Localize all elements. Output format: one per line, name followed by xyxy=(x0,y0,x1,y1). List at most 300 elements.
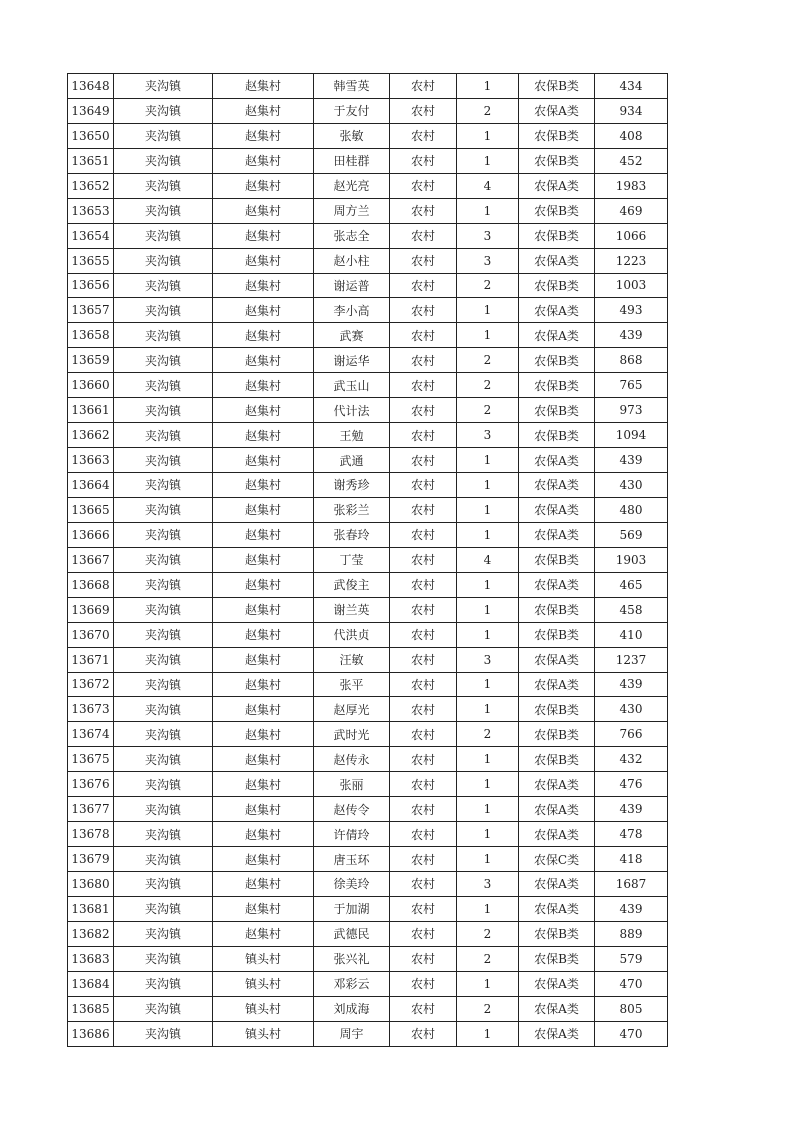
insurance-category-cell: 农保B类 xyxy=(519,273,595,298)
town-cell: 夹沟镇 xyxy=(114,398,213,423)
amount-cell: 973 xyxy=(595,398,668,423)
town-cell: 夹沟镇 xyxy=(114,298,213,323)
insurance-category-cell: 农保A类 xyxy=(519,473,595,498)
insurance-category-cell: 农保A类 xyxy=(519,173,595,198)
serial-number-cell: 13675 xyxy=(68,747,114,772)
serial-number-cell: 13669 xyxy=(68,597,114,622)
family-size-cell: 2 xyxy=(457,398,519,423)
family-size-cell: 1 xyxy=(457,622,519,647)
family-size-cell: 3 xyxy=(457,423,519,448)
household-type-cell: 农村 xyxy=(390,847,457,872)
insurance-category-cell: 农保A类 xyxy=(519,298,595,323)
serial-number-cell: 13664 xyxy=(68,473,114,498)
insurance-category-cell: 农保B类 xyxy=(519,622,595,647)
household-type-cell: 农村 xyxy=(390,223,457,248)
name-cell: 张彩兰 xyxy=(314,497,390,522)
family-size-cell: 1 xyxy=(457,497,519,522)
table-row xyxy=(68,597,668,622)
insurance-category-cell: 农保A类 xyxy=(519,248,595,273)
name-cell: 武通 xyxy=(314,448,390,473)
amount-cell: 934 xyxy=(595,98,668,123)
name-cell: 赵小柱 xyxy=(314,248,390,273)
insurance-category-cell: 农保A类 xyxy=(519,971,595,996)
village-cell: 赵集村 xyxy=(213,797,314,822)
town-cell: 夹沟镇 xyxy=(114,1021,213,1046)
insurance-category-cell: 农保B类 xyxy=(519,921,595,946)
insurance-category-cell: 农保B类 xyxy=(519,123,595,148)
table-row xyxy=(68,348,668,373)
table-row xyxy=(68,697,668,722)
table-row xyxy=(68,747,668,772)
insurance-category-cell: 农保B类 xyxy=(519,747,595,772)
name-cell: 韩雪英 xyxy=(314,74,390,99)
serial-number-cell: 13657 xyxy=(68,298,114,323)
insurance-category-cell: 农保A类 xyxy=(519,822,595,847)
name-cell: 田桂群 xyxy=(314,148,390,173)
household-type-cell: 农村 xyxy=(390,622,457,647)
family-size-cell: 1 xyxy=(457,74,519,99)
village-cell: 赵集村 xyxy=(213,448,314,473)
serial-number-cell: 13649 xyxy=(68,98,114,123)
table-row xyxy=(68,148,668,173)
village-cell: 赵集村 xyxy=(213,223,314,248)
family-size-cell: 1 xyxy=(457,198,519,223)
family-size-cell: 1 xyxy=(457,448,519,473)
amount-cell: 432 xyxy=(595,747,668,772)
household-type-cell: 农村 xyxy=(390,971,457,996)
serial-number-cell: 13679 xyxy=(68,847,114,872)
family-size-cell: 2 xyxy=(457,722,519,747)
serial-number-cell: 13680 xyxy=(68,872,114,897)
table-row xyxy=(68,423,668,448)
family-size-cell: 3 xyxy=(457,872,519,897)
family-size-cell: 1 xyxy=(457,971,519,996)
serial-number-cell: 13677 xyxy=(68,797,114,822)
village-cell: 镇头村 xyxy=(213,996,314,1021)
town-cell: 夹沟镇 xyxy=(114,423,213,448)
village-cell: 赵集村 xyxy=(213,647,314,672)
table-row xyxy=(68,722,668,747)
table-row xyxy=(68,971,668,996)
serial-number-cell: 13667 xyxy=(68,547,114,572)
village-cell: 赵集村 xyxy=(213,772,314,797)
household-type-cell: 农村 xyxy=(390,173,457,198)
table-row xyxy=(68,273,668,298)
insurance-category-cell: 农保A类 xyxy=(519,797,595,822)
amount-cell: 418 xyxy=(595,847,668,872)
household-type-cell: 农村 xyxy=(390,896,457,921)
village-cell: 赵集村 xyxy=(213,547,314,572)
family-size-cell: 4 xyxy=(457,173,519,198)
table-row xyxy=(68,98,668,123)
household-type-cell: 农村 xyxy=(390,423,457,448)
table-row xyxy=(68,872,668,897)
amount-cell: 889 xyxy=(595,921,668,946)
family-size-cell: 1 xyxy=(457,822,519,847)
household-type-cell: 农村 xyxy=(390,148,457,173)
name-cell: 谢秀珍 xyxy=(314,473,390,498)
town-cell: 夹沟镇 xyxy=(114,896,213,921)
household-type-cell: 农村 xyxy=(390,198,457,223)
insurance-category-cell: 农保A类 xyxy=(519,522,595,547)
town-cell: 夹沟镇 xyxy=(114,173,213,198)
household-type-cell: 农村 xyxy=(390,398,457,423)
family-size-cell: 1 xyxy=(457,847,519,872)
household-type-cell: 农村 xyxy=(390,996,457,1021)
household-type-cell: 农村 xyxy=(390,123,457,148)
household-type-cell: 农村 xyxy=(390,672,457,697)
town-cell: 夹沟镇 xyxy=(114,522,213,547)
name-cell: 谢运华 xyxy=(314,348,390,373)
village-cell: 赵集村 xyxy=(213,98,314,123)
town-cell: 夹沟镇 xyxy=(114,921,213,946)
town-cell: 夹沟镇 xyxy=(114,747,213,772)
amount-cell: 1687 xyxy=(595,872,668,897)
insurance-category-cell: 农保B类 xyxy=(519,547,595,572)
records-table xyxy=(67,73,668,1047)
insurance-category-cell: 农保A类 xyxy=(519,672,595,697)
amount-cell: 868 xyxy=(595,348,668,373)
name-cell: 武俊主 xyxy=(314,572,390,597)
household-type-cell: 农村 xyxy=(390,348,457,373)
name-cell: 代计法 xyxy=(314,398,390,423)
serial-number-cell: 13651 xyxy=(68,148,114,173)
table-row xyxy=(68,398,668,423)
amount-cell: 1903 xyxy=(595,547,668,572)
amount-cell: 765 xyxy=(595,373,668,398)
household-type-cell: 农村 xyxy=(390,772,457,797)
serial-number-cell: 13652 xyxy=(68,173,114,198)
household-type-cell: 农村 xyxy=(390,747,457,772)
town-cell: 夹沟镇 xyxy=(114,847,213,872)
insurance-category-cell: 农保B类 xyxy=(519,373,595,398)
amount-cell: 439 xyxy=(595,448,668,473)
name-cell: 汪敏 xyxy=(314,647,390,672)
town-cell: 夹沟镇 xyxy=(114,996,213,1021)
name-cell: 赵厚光 xyxy=(314,697,390,722)
village-cell: 赵集村 xyxy=(213,672,314,697)
family-size-cell: 1 xyxy=(457,473,519,498)
village-cell: 赵集村 xyxy=(213,74,314,99)
insurance-category-cell: 农保A类 xyxy=(519,572,595,597)
amount-cell: 439 xyxy=(595,323,668,348)
serial-number-cell: 13662 xyxy=(68,423,114,448)
family-size-cell: 1 xyxy=(457,323,519,348)
serial-number-cell: 13654 xyxy=(68,223,114,248)
name-cell: 赵传永 xyxy=(314,747,390,772)
insurance-category-cell: 农保B类 xyxy=(519,697,595,722)
serial-number-cell: 13665 xyxy=(68,497,114,522)
town-cell: 夹沟镇 xyxy=(114,74,213,99)
table-row xyxy=(68,822,668,847)
amount-cell: 439 xyxy=(595,797,668,822)
town-cell: 夹沟镇 xyxy=(114,672,213,697)
household-type-cell: 农村 xyxy=(390,822,457,847)
name-cell: 张志全 xyxy=(314,223,390,248)
town-cell: 夹沟镇 xyxy=(114,273,213,298)
household-type-cell: 农村 xyxy=(390,647,457,672)
table-body xyxy=(68,74,668,1047)
household-type-cell: 农村 xyxy=(390,273,457,298)
table-row xyxy=(68,847,668,872)
serial-number-cell: 13686 xyxy=(68,1021,114,1046)
village-cell: 赵集村 xyxy=(213,198,314,223)
town-cell: 夹沟镇 xyxy=(114,622,213,647)
name-cell: 谢运普 xyxy=(314,273,390,298)
name-cell: 王勉 xyxy=(314,423,390,448)
family-size-cell: 1 xyxy=(457,597,519,622)
family-size-cell: 3 xyxy=(457,223,519,248)
village-cell: 赵集村 xyxy=(213,298,314,323)
name-cell: 周方兰 xyxy=(314,198,390,223)
amount-cell: 1003 xyxy=(595,273,668,298)
insurance-category-cell: 农保A类 xyxy=(519,996,595,1021)
name-cell: 于加湖 xyxy=(314,896,390,921)
town-cell: 夹沟镇 xyxy=(114,872,213,897)
table-row xyxy=(68,298,668,323)
household-type-cell: 农村 xyxy=(390,522,457,547)
village-cell: 赵集村 xyxy=(213,896,314,921)
insurance-category-cell: 农保B类 xyxy=(519,198,595,223)
insurance-category-cell: 农保A类 xyxy=(519,647,595,672)
name-cell: 赵光亮 xyxy=(314,173,390,198)
name-cell: 谢兰英 xyxy=(314,597,390,622)
name-cell: 张平 xyxy=(314,672,390,697)
household-type-cell: 农村 xyxy=(390,98,457,123)
amount-cell: 469 xyxy=(595,198,668,223)
family-size-cell: 2 xyxy=(457,273,519,298)
insurance-category-cell: 农保B类 xyxy=(519,148,595,173)
name-cell: 邓彩云 xyxy=(314,971,390,996)
insurance-category-cell: 农保B类 xyxy=(519,348,595,373)
insurance-category-cell: 农保B类 xyxy=(519,722,595,747)
household-type-cell: 农村 xyxy=(390,248,457,273)
table-row xyxy=(68,896,668,921)
insurance-category-cell: 农保A类 xyxy=(519,872,595,897)
household-type-cell: 农村 xyxy=(390,697,457,722)
name-cell: 周宇 xyxy=(314,1021,390,1046)
amount-cell: 1237 xyxy=(595,647,668,672)
household-type-cell: 农村 xyxy=(390,921,457,946)
household-type-cell: 农村 xyxy=(390,597,457,622)
amount-cell: 410 xyxy=(595,622,668,647)
amount-cell: 408 xyxy=(595,123,668,148)
amount-cell: 1066 xyxy=(595,223,668,248)
table-row xyxy=(68,323,668,348)
family-size-cell: 1 xyxy=(457,123,519,148)
insurance-category-cell: 农保B类 xyxy=(519,74,595,99)
table-row xyxy=(68,173,668,198)
village-cell: 赵集村 xyxy=(213,173,314,198)
serial-number-cell: 13674 xyxy=(68,722,114,747)
town-cell: 夹沟镇 xyxy=(114,323,213,348)
name-cell: 李小高 xyxy=(314,298,390,323)
village-cell: 赵集村 xyxy=(213,473,314,498)
serial-number-cell: 13658 xyxy=(68,323,114,348)
insurance-category-cell: 农保A类 xyxy=(519,448,595,473)
village-cell: 镇头村 xyxy=(213,1021,314,1046)
insurance-category-cell: 农保B类 xyxy=(519,398,595,423)
family-size-cell: 1 xyxy=(457,797,519,822)
table-row xyxy=(68,248,668,273)
insurance-category-cell: 农保A类 xyxy=(519,323,595,348)
serial-number-cell: 13673 xyxy=(68,697,114,722)
town-cell: 夹沟镇 xyxy=(114,547,213,572)
name-cell: 于友付 xyxy=(314,98,390,123)
name-cell: 刘成海 xyxy=(314,996,390,1021)
amount-cell: 434 xyxy=(595,74,668,99)
town-cell: 夹沟镇 xyxy=(114,123,213,148)
serial-number-cell: 13671 xyxy=(68,647,114,672)
family-size-cell: 2 xyxy=(457,373,519,398)
family-size-cell: 1 xyxy=(457,697,519,722)
town-cell: 夹沟镇 xyxy=(114,497,213,522)
amount-cell: 1094 xyxy=(595,423,668,448)
table-row xyxy=(68,672,668,697)
household-type-cell: 农村 xyxy=(390,722,457,747)
town-cell: 夹沟镇 xyxy=(114,148,213,173)
household-type-cell: 农村 xyxy=(390,373,457,398)
table-row xyxy=(68,123,668,148)
town-cell: 夹沟镇 xyxy=(114,248,213,273)
serial-number-cell: 13666 xyxy=(68,522,114,547)
serial-number-cell: 13681 xyxy=(68,896,114,921)
serial-number-cell: 13668 xyxy=(68,572,114,597)
amount-cell: 569 xyxy=(595,522,668,547)
town-cell: 夹沟镇 xyxy=(114,597,213,622)
village-cell: 赵集村 xyxy=(213,398,314,423)
table-row xyxy=(68,448,668,473)
table-row xyxy=(68,74,668,99)
serial-number-cell: 13656 xyxy=(68,273,114,298)
household-type-cell: 农村 xyxy=(390,872,457,897)
family-size-cell: 1 xyxy=(457,1021,519,1046)
village-cell: 赵集村 xyxy=(213,522,314,547)
village-cell: 赵集村 xyxy=(213,822,314,847)
family-size-cell: 1 xyxy=(457,747,519,772)
household-type-cell: 农村 xyxy=(390,497,457,522)
family-size-cell: 1 xyxy=(457,148,519,173)
serial-number-cell: 13655 xyxy=(68,248,114,273)
name-cell: 张敏 xyxy=(314,123,390,148)
serial-number-cell: 13685 xyxy=(68,996,114,1021)
name-cell: 张春玲 xyxy=(314,522,390,547)
table-row xyxy=(68,1021,668,1046)
name-cell: 徐美玲 xyxy=(314,872,390,897)
family-size-cell: 3 xyxy=(457,248,519,273)
village-cell: 赵集村 xyxy=(213,622,314,647)
amount-cell: 476 xyxy=(595,772,668,797)
serial-number-cell: 13653 xyxy=(68,198,114,223)
amount-cell: 478 xyxy=(595,822,668,847)
table-row xyxy=(68,198,668,223)
household-type-cell: 农村 xyxy=(390,323,457,348)
serial-number-cell: 13659 xyxy=(68,348,114,373)
village-cell: 赵集村 xyxy=(213,323,314,348)
name-cell: 武赛 xyxy=(314,323,390,348)
insurance-category-cell: 农保B类 xyxy=(519,423,595,448)
name-cell: 丁莹 xyxy=(314,547,390,572)
household-type-cell: 农村 xyxy=(390,298,457,323)
amount-cell: 439 xyxy=(595,896,668,921)
amount-cell: 470 xyxy=(595,971,668,996)
insurance-category-cell: 农保A类 xyxy=(519,772,595,797)
town-cell: 夹沟镇 xyxy=(114,971,213,996)
town-cell: 夹沟镇 xyxy=(114,448,213,473)
household-type-cell: 农村 xyxy=(390,946,457,971)
serial-number-cell: 13663 xyxy=(68,448,114,473)
amount-cell: 452 xyxy=(595,148,668,173)
village-cell: 赵集村 xyxy=(213,872,314,897)
village-cell: 赵集村 xyxy=(213,148,314,173)
insurance-category-cell: 农保B类 xyxy=(519,597,595,622)
serial-number-cell: 13683 xyxy=(68,946,114,971)
town-cell: 夹沟镇 xyxy=(114,722,213,747)
town-cell: 夹沟镇 xyxy=(114,348,213,373)
village-cell: 赵集村 xyxy=(213,697,314,722)
amount-cell: 493 xyxy=(595,298,668,323)
amount-cell: 1983 xyxy=(595,173,668,198)
town-cell: 夹沟镇 xyxy=(114,223,213,248)
insurance-category-cell: 农保A类 xyxy=(519,896,595,921)
town-cell: 夹沟镇 xyxy=(114,822,213,847)
town-cell: 夹沟镇 xyxy=(114,697,213,722)
village-cell: 赵集村 xyxy=(213,597,314,622)
town-cell: 夹沟镇 xyxy=(114,572,213,597)
serial-number-cell: 13684 xyxy=(68,971,114,996)
table-row xyxy=(68,522,668,547)
village-cell: 赵集村 xyxy=(213,572,314,597)
town-cell: 夹沟镇 xyxy=(114,373,213,398)
village-cell: 赵集村 xyxy=(213,273,314,298)
village-cell: 赵集村 xyxy=(213,423,314,448)
town-cell: 夹沟镇 xyxy=(114,98,213,123)
village-cell: 镇头村 xyxy=(213,971,314,996)
name-cell: 许倩玲 xyxy=(314,822,390,847)
village-cell: 镇头村 xyxy=(213,946,314,971)
amount-cell: 465 xyxy=(595,572,668,597)
household-type-cell: 农村 xyxy=(390,448,457,473)
amount-cell: 766 xyxy=(595,722,668,747)
table-row xyxy=(68,497,668,522)
family-size-cell: 2 xyxy=(457,348,519,373)
family-size-cell: 3 xyxy=(457,647,519,672)
serial-number-cell: 13648 xyxy=(68,74,114,99)
serial-number-cell: 13661 xyxy=(68,398,114,423)
insurance-category-cell: 农保A类 xyxy=(519,1021,595,1046)
serial-number-cell: 13670 xyxy=(68,622,114,647)
village-cell: 赵集村 xyxy=(213,373,314,398)
table-row xyxy=(68,797,668,822)
village-cell: 赵集村 xyxy=(213,497,314,522)
table-row xyxy=(68,772,668,797)
name-cell: 代洪贞 xyxy=(314,622,390,647)
village-cell: 赵集村 xyxy=(213,847,314,872)
table-row xyxy=(68,946,668,971)
insurance-category-cell: 农保B类 xyxy=(519,223,595,248)
household-type-cell: 农村 xyxy=(390,547,457,572)
household-type-cell: 农村 xyxy=(390,473,457,498)
amount-cell: 430 xyxy=(595,473,668,498)
name-cell: 赵传令 xyxy=(314,797,390,822)
household-type-cell: 农村 xyxy=(390,572,457,597)
amount-cell: 579 xyxy=(595,946,668,971)
town-cell: 夹沟镇 xyxy=(114,772,213,797)
table-row xyxy=(68,373,668,398)
family-size-cell: 1 xyxy=(457,772,519,797)
insurance-category-cell: 农保A类 xyxy=(519,497,595,522)
table-row xyxy=(68,547,668,572)
